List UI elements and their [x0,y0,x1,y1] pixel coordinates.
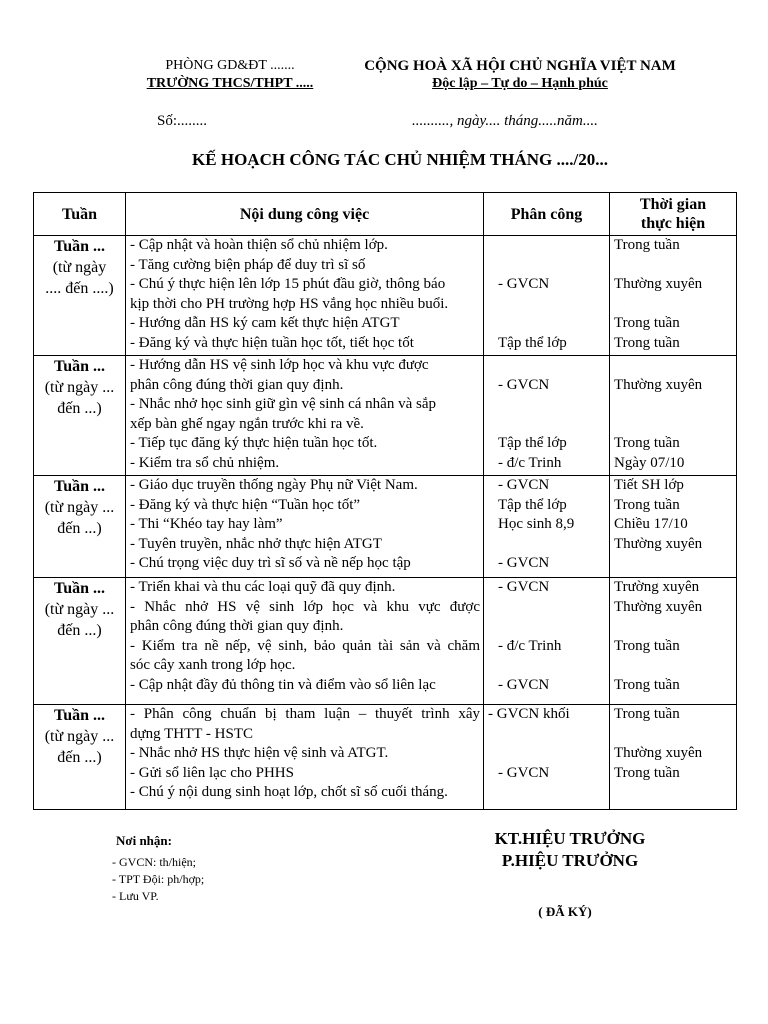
week-range: đến ...) [57,622,102,639]
assign-line: - GVCN [498,676,550,693]
content-line: xếp bàn ghế ngay ngắn trước khi ra về. [130,415,364,432]
time-line: Trong tuần [614,764,680,781]
week-range: (từ ngày ... [44,379,115,396]
time-line [610,256,736,276]
content-line: - Giáo dục truyền thống ngày Phụ nữ Việt Nam. [130,477,418,493]
assign-cell [484,705,610,810]
content-line: - Hướng dẫn HS vệ sinh lớp học và khu vực được [130,357,429,373]
content-line: - Gửi sổ liên lạc cho PHHS [130,764,294,781]
time-line [610,783,736,803]
assign-line: - GVCN [498,555,550,571]
week-title: Tuần ... [54,478,105,495]
time-cell [610,705,737,810]
assign-cell [484,236,610,356]
content-cell [126,476,484,578]
content-line: - Hướng dẫn HS ký cam kết thực hiện ATGT [130,315,400,331]
assign-line [484,356,609,376]
assign-line: Tập thể lớp [498,334,567,351]
week-range: (từ ngày ... [44,499,115,516]
content-line: - Kiểm tra nề nếp, vệ sinh, bảo quản tài sản và chăm [130,637,480,654]
assign-line [484,256,609,276]
time-line [610,356,736,376]
week-cell [34,476,126,578]
content-line: - Nhắc nhở HS thực hiện vệ sinh và ATGT. [130,745,389,761]
header-content: Nội dung công việc [126,193,484,236]
assign-cell [484,476,610,578]
assign-line: Học sinh 8,9 [498,516,575,532]
week-cell [34,705,126,810]
table-row [34,578,737,705]
content-cell [126,236,484,356]
assign-line: - GVCN [498,276,550,292]
table-header-row [34,193,737,236]
assign-line [484,236,609,256]
content-line: dựng THTT - HSTC [130,725,253,742]
content-line: - Triển khai và thu các loại quỹ đã quy định. [130,579,396,595]
week-cell [34,236,126,356]
content-line: - Tuyên truyền, nhắc nhở thực hiện ATGT [130,535,382,552]
signature-title: KT.HIỆU TRƯỞNG [494,829,646,848]
time-line: Trong tuần [614,315,680,331]
recipient-item: - GVCN: th/hiện; [112,855,196,869]
content-line: - Nhắc nhở học sinh giữ gìn vệ sinh cá nhân và sắp [130,396,436,412]
time-line: Trong tuần [614,706,680,722]
assign-line [484,656,609,676]
assign-line: - GVCN [498,579,550,595]
page-title: KẾ HOẠCH CÔNG TÁC CHỦ NHIỆM THÁNG ..../20... [192,150,608,169]
assign-cell [484,578,610,705]
assign-line: - GVCN [498,477,550,493]
assign-line [484,395,609,415]
time-line: Tiết SH lớp [614,477,684,493]
content-line: phân công đúng thời gian quy định. [130,376,344,393]
week-range: đến ...) [57,749,102,766]
time-cell [610,476,737,578]
week-range: (từ ngày ... [44,601,115,618]
week-range: (từ ngày [52,259,107,276]
header-assign: Phân công [484,193,610,236]
assign-line: Tập thể lớp [498,496,567,513]
time-line [610,295,736,315]
content-line: - Tiếp tục đăng ký thực hiện tuần học tốt. [130,435,378,451]
table-row [34,705,737,810]
content-line: - Thi “Khéo tay hay làm” [130,516,283,532]
document-date: .........., ngày.... tháng.....năm.... [412,113,598,129]
content-line: - Kiểm tra sổ chủ nhiệm. [130,454,280,471]
content-line: - Chú ý nội dung sinh hoạt lớp, chốt sĩ số cuối tháng. [130,784,448,800]
recipients-label: Nơi nhận: [116,833,172,848]
week-range: .... đến ....) [45,280,114,297]
header-time-line2: thực hiện [640,215,706,232]
week-range: (từ ngày ... [44,728,115,745]
time-line [610,725,736,745]
time-line: Trong tuần [614,676,680,693]
time-cell [610,236,737,356]
content-line: - Chú ý thực hiện lên lớp 15 phút đầu giờ, thông báo [130,276,446,292]
school-name [120,76,340,92]
signed-stamp: ( ĐÃ KÝ) [538,904,592,919]
department-name: PHÒNG GD&ĐT ....... [165,58,295,73]
time-line: Trong tuần [614,334,680,351]
assign-line [484,598,609,618]
time-line: Trong tuần [614,435,680,451]
week-title: Tuần ... [54,238,105,255]
week-title: Tuần ... [54,580,105,597]
content-cell [126,705,484,810]
national-motto [340,76,700,92]
national-motto-text: Độc lập – Tự do – Hạnh phúc [432,76,608,91]
time-line: Trong tuần [614,637,680,654]
time-line: Trong tuần [614,496,680,513]
assign-line: - GVCN khối [488,706,570,722]
time-line [610,395,736,415]
content-line: phân công đúng thời gian quy định. [130,618,344,634]
week-cell [34,578,126,705]
content-line: - Đăng ký và thực hiện tuần học tốt, tiết học tốt [130,334,414,351]
assign-line [484,744,609,764]
time-line: Thường xuyên [614,598,703,615]
assign-line: - GVCN [498,764,550,781]
document-number: Số:........ [157,113,208,129]
week-range: đến ...) [57,400,102,417]
table-row [34,236,737,356]
content-cell [126,578,484,705]
content-cell [126,356,484,476]
assign-line [484,725,609,745]
time-line: Thường xuyên [614,376,703,393]
time-line: Thường xuyên [614,535,703,552]
week-range: đến ...) [57,520,102,537]
table-row [34,476,737,578]
assign-line [484,415,609,435]
content-line: - Tăng cường biện pháp để duy trì sĩ số [130,256,366,273]
content-line: kịp thời cho PH trường hợp HS vắng học nhiều buổi. [130,295,449,312]
assign-cell [484,356,610,476]
time-line [610,617,736,637]
header-time-line1: Thời gian [639,196,707,213]
content-line: - Phân công chuẩn bị tham luận – thuyết trình xây [130,706,480,722]
assign-line [484,617,609,637]
time-line: Thường xuyên [614,745,703,761]
week-cell [34,356,126,476]
time-line: Ngày 07/10 [614,454,685,471]
assign-line: - đ/c Trinh [498,454,562,471]
time-line [610,415,736,435]
time-cell [610,578,737,705]
plan-table [33,192,737,810]
time-line: Thường xuyên [614,276,703,292]
assign-line [484,295,609,315]
assign-line: - GVCN [498,376,550,393]
content-line: - Cập nhật đầy đủ thông tin và điểm vào sổ liên lạc [130,676,436,693]
time-cell [610,356,737,476]
nation-name: CỘNG HOÀ XÃ HỘI CHỦ NGHĨA VIỆT NAM [364,58,676,74]
recipient-item: - Lưu VP. [112,889,159,903]
table-row [34,356,737,476]
week-title: Tuần ... [54,358,105,375]
content-line: - Đăng ký và thực hiện “Tuần học tốt” [130,496,361,513]
content-line: - Nhắc nhở HS vệ sinh lớp học và khu vực được [130,598,480,615]
assign-line: - đ/c Trinh [498,637,562,654]
assign-line [484,783,609,803]
recipients-list [112,854,204,905]
time-line: Trường xuyên [614,579,700,595]
content-line: - Chú trọng việc duy trì sĩ số và nề nếp học tập [130,555,411,571]
header-time [610,193,737,236]
assign-line: Tập thể lớp [498,435,567,451]
content-line: sóc cây xanh trong lớp học. [130,657,296,673]
content-line: - Cập nhật và hoàn thiện sổ chủ nhiệm lớp. [130,237,388,253]
time-line [610,656,736,676]
time-line: Trong tuần [614,237,680,253]
header-week: Tuần [34,193,126,236]
school-name-text: TRƯỜNG THCS/THPT ..... [146,76,314,91]
time-line [610,554,736,574]
signature-subtitle: P.HIỆU TRƯỞNG [501,851,639,870]
recipient-item: - TPT Đội: ph/hợp; [112,872,205,886]
assign-line [484,535,609,555]
time-line: Chiều 17/10 [614,516,688,532]
week-title: Tuần ... [54,707,105,724]
assign-line [484,314,609,334]
